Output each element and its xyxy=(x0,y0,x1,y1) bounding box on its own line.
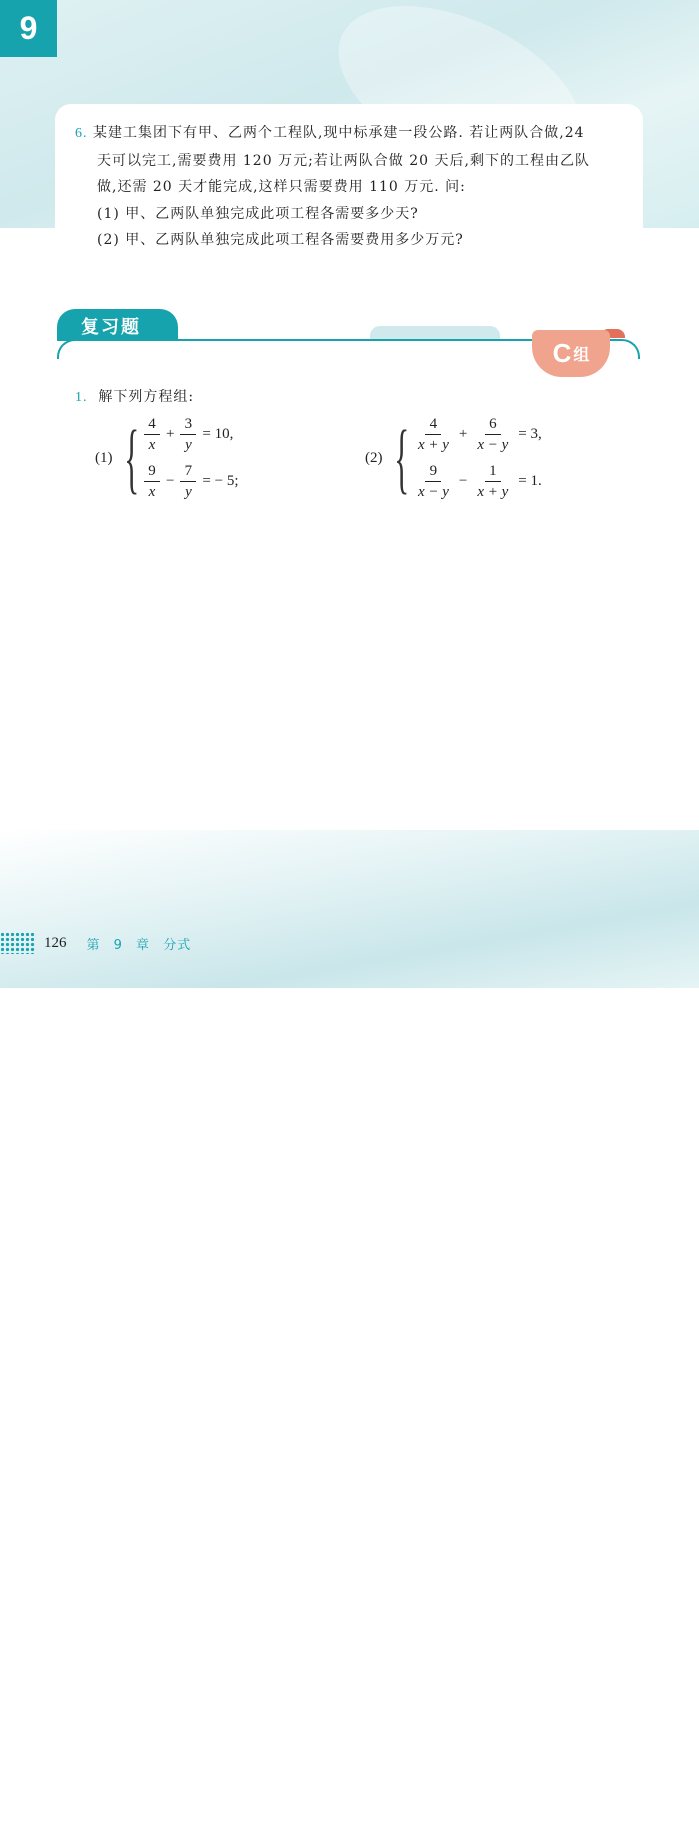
problem-text: 某建工集团下有甲、乙两个工程队,现中标承建一段公路. 若让两队合做,24 xyxy=(92,125,585,141)
sub-question-1: (1) 甲、乙两队单独完成此项工程各需要多少天? xyxy=(97,205,419,222)
equation-system-1 xyxy=(95,414,239,502)
problem-text: 解下列方程组: xyxy=(98,389,195,405)
system-label: (2) xyxy=(365,449,383,466)
group-badge xyxy=(532,330,610,377)
equation-system-2 xyxy=(365,414,542,502)
equation: $\frac{4}{x}$ + $\frac{3}{y}$ = 10, xyxy=(144,414,239,455)
problem-number: 1. xyxy=(75,390,88,405)
chapter-label: 第 9 章 分式 xyxy=(86,937,192,953)
problem-text: 天可以完工,需要费用 120 万元;若让两队合做 20 天后,剩下的工程由乙队 xyxy=(97,152,590,169)
review-section-title: 复习题 xyxy=(57,309,178,341)
problem-text: 做,还需 20 天才能完成,这样只需要费用 110 万元. 问: xyxy=(97,179,466,195)
equation: $\frac{9}{x}$ − $\frac{7}{y}$ = − 5; xyxy=(144,461,239,502)
sub-question-2: (2) 甲、乙两队单独完成此项工程各需要费用多少万元? xyxy=(97,232,464,248)
footer-background xyxy=(0,830,699,988)
equation: $\frac{9}{x - y}$ − $\frac{1}{x + y}$ = 1. xyxy=(417,463,542,500)
page-footer xyxy=(0,932,191,954)
system-label: (1) xyxy=(95,449,113,466)
problem-number: 6. xyxy=(75,126,88,141)
dots-icon xyxy=(0,932,36,954)
decor-cloud xyxy=(370,326,500,340)
page-number: 126 xyxy=(44,934,67,951)
brace: { xyxy=(123,414,139,501)
group-label: 组 xyxy=(573,345,590,364)
group-letter: C xyxy=(552,338,572,368)
brace: { xyxy=(393,414,409,501)
chapter-tab: 9 xyxy=(0,0,57,57)
equation: $\frac{4}{x + y}$ + $\frac{6}{x - y}$ = 3, xyxy=(417,416,542,453)
problem-1 xyxy=(75,384,194,412)
problem-6 xyxy=(75,120,645,254)
